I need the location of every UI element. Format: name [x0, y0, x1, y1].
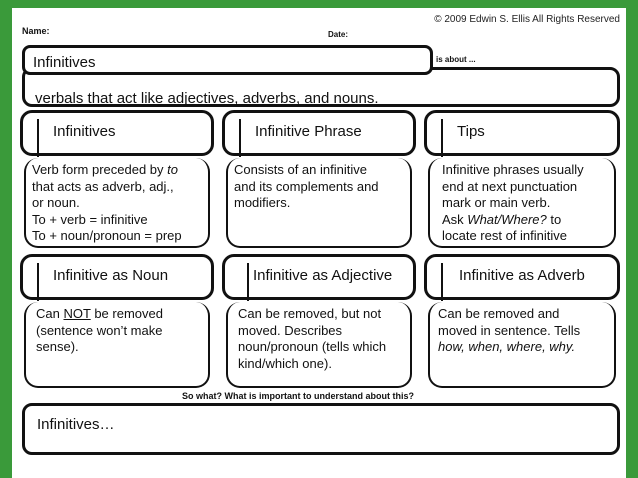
heading-text: Infinitive as Adverb	[459, 267, 585, 284]
summary-box	[22, 403, 620, 455]
heading-infinitive-as-adverb	[424, 254, 620, 300]
heading-infinitive-as-adjective	[222, 254, 416, 300]
so-what-prompt: So what? What is important to understand about this?	[182, 391, 414, 401]
heading-infinitive-as-noun	[20, 254, 214, 300]
summary-text: Infinitives…	[37, 416, 115, 433]
name-label: Name:	[22, 26, 50, 36]
body-infinitive-phrase: Consists of an infinitive and its complements and modifiers.	[226, 158, 412, 248]
body-tips: Infinitive phrases usually end at next punctuation mark or main verb. Ask What/Where? to locate rest of infinitive	[428, 158, 616, 248]
topic-text: Infinitives	[33, 54, 96, 71]
heading-tips	[424, 110, 620, 156]
body-infinitives: Verb form preceded by to that acts as adverb, adj., or noun. To + verb = infinitive To + noun/pronoun = prep	[24, 158, 210, 248]
heading-infinitives	[20, 110, 214, 156]
heading-text: Infinitive as Noun	[53, 267, 169, 284]
body-infinitive-as-noun: Can NOT be removed (sentence won’t make sense).	[24, 302, 210, 388]
worksheet	[12, 8, 626, 478]
body-infinitive-as-adjective: Can be removed, but not moved. Describes noun/pronoun (tells which kind/which one).	[226, 302, 412, 388]
copyright-notice: © 2009 Edwin S. Ellis All Rights Reserved	[434, 14, 620, 25]
topic-box	[22, 45, 433, 75]
heading-text: Infinitive as Adjective	[253, 267, 393, 284]
heading-text: Infinitive Phrase	[255, 123, 362, 140]
date-label: Date:	[328, 30, 349, 39]
heading-text: Infinitives	[53, 123, 116, 140]
definition-text: verbals that act like adjectives, adverbs, and nouns.	[35, 90, 379, 107]
heading-infinitive-phrase	[222, 110, 416, 156]
body-infinitive-as-adverb: Can be removed and moved in sentence. Tells how, when, where, why.	[428, 302, 616, 388]
is-about-label: is about ...	[436, 55, 476, 64]
heading-text: Tips	[457, 123, 485, 140]
